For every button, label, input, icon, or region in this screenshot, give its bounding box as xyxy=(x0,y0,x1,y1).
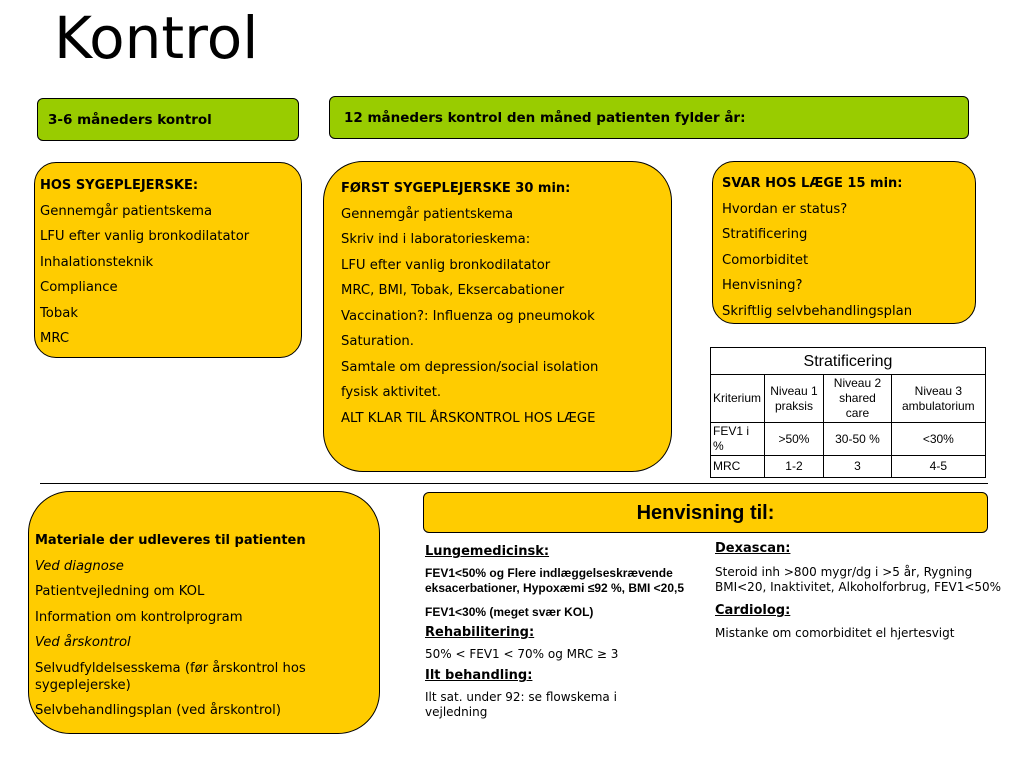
dexascan-criteria: Steroid inh >800 mygr/dg i >5 år, Rygning BMI<20, Inaktivitet, Alkoholforbrug, FEV1<50% xyxy=(715,565,1002,594)
referral-right xyxy=(715,541,1005,641)
table-cell: <30% xyxy=(891,423,985,456)
list-item: Information om kontrolprogram xyxy=(35,609,243,625)
table-cell: 4-5 xyxy=(891,456,985,478)
list-item: Ved diagnose xyxy=(35,558,124,574)
stratification-title: Stratificering xyxy=(711,348,986,375)
table-header-cell: Niveau 3 ambulatorium xyxy=(891,375,985,423)
list-item: Compliance xyxy=(40,280,118,295)
list-item: Stratificering xyxy=(722,227,808,242)
table-cell: 30-50 % xyxy=(824,423,891,456)
header-12-month-label: 12 måneders kontrol den måned patienten fylder år: xyxy=(344,110,746,126)
list-item: MRC xyxy=(40,331,70,346)
patient-material-box xyxy=(28,491,380,734)
list-item: Inhalationsteknik xyxy=(40,254,154,270)
ilt-criteria: Ilt sat. under 92: se flowskema i vejledning xyxy=(425,690,617,719)
referral-header xyxy=(423,492,988,533)
list-item: fysisk aktivitet. xyxy=(341,385,442,400)
nurse-3-6-heading: HOS SYGEPLEJERSKE: xyxy=(40,178,199,193)
list-item: LFU efter vanlig bronkodilatator xyxy=(40,229,250,244)
header-3-6-month xyxy=(37,98,299,141)
table-cell: MRC xyxy=(711,456,765,478)
table-cell: 1-2 xyxy=(764,456,824,478)
page-title: Kontrol xyxy=(54,4,259,72)
rehabilitering-heading: Rehabilitering: xyxy=(425,625,535,640)
list-item: Gennemgår patientskema xyxy=(341,206,514,222)
table-header-cell: Niveau 2 shared care xyxy=(824,375,891,423)
divider xyxy=(40,483,988,484)
table-row xyxy=(711,456,986,478)
list-item: Selvudfyldelsesskema (før årskontrol hos sygeplejerske) xyxy=(35,660,306,693)
doctor-box xyxy=(712,161,976,324)
stratification-table-wrap xyxy=(710,347,986,478)
stratification-table xyxy=(710,347,986,478)
table-header-cell: Kriterium xyxy=(711,375,765,423)
list-item: Skriv ind i laboratorieskema: xyxy=(341,232,531,247)
list-item: Vaccination?: Influenza og pneumokok xyxy=(341,308,595,324)
cardiolog-heading: Cardiolog: xyxy=(715,603,791,618)
list-item: Gennemgår patientskema xyxy=(40,203,213,219)
list-item: Comorbiditet xyxy=(722,252,809,268)
list-item: Hvordan er status? xyxy=(722,201,848,217)
list-item: Henvisning? xyxy=(722,278,803,293)
patient-material-heading: Materiale der udleveres til patienten xyxy=(35,533,306,548)
referral-title: Henvisning til: xyxy=(636,502,775,524)
table-cell: >50% xyxy=(764,423,824,456)
list-item: Samtale om depression/social isolation xyxy=(341,359,599,375)
ilt-heading: Ilt behandling: xyxy=(425,668,533,683)
cardiolog-criteria: Mistanke om comorbiditet el hjertesvigt xyxy=(715,626,955,640)
list-item: Patientvejledning om KOL xyxy=(35,584,205,599)
lungemedicinsk-heading: Lungemedicinsk: xyxy=(425,544,550,559)
lungemedicinsk-criteria-2: FEV1<30% (meget svær KOL) xyxy=(425,605,594,619)
table-cell: 3 xyxy=(824,456,891,478)
header-3-6-month-label: 3-6 måneders kontrol xyxy=(48,112,212,128)
referral-left xyxy=(425,544,690,720)
nurse-annual-heading: FØRST SYGEPLEJERSKE 30 min: xyxy=(341,181,571,196)
nurse-annual-box xyxy=(323,161,672,472)
list-item: ALT KLAR TIL ÅRSKONTROL HOS LÆGE xyxy=(341,410,596,426)
nurse-3-6-box xyxy=(34,162,302,358)
table-cell: FEV1 i % xyxy=(711,423,765,456)
dexascan-heading: Dexascan: xyxy=(715,541,791,556)
list-item: Saturation. xyxy=(341,334,414,349)
header-12-month xyxy=(329,96,969,139)
list-item: Tobak xyxy=(40,305,78,321)
doctor-heading: SVAR HOS LÆGE 15 min: xyxy=(722,176,903,191)
table-row xyxy=(711,423,986,456)
list-item: MRC, BMI, Tobak, Eksercabationer xyxy=(341,283,565,298)
lungemedicinsk-criteria: FEV1<50% og Flere indlæggelseskrævende eksacerbationer, Hypoxæmi ≤92 %, BMI <20,5 xyxy=(425,566,685,595)
list-item: LFU efter vanlig bronkodilatator xyxy=(341,257,551,273)
rehabilitering-criteria: 50% < FEV1 < 70% og MRC ≥ 3 xyxy=(425,647,619,661)
list-item: Ved årskontrol xyxy=(35,635,131,650)
list-item: Selvbehandlingsplan (ved årskontrol) xyxy=(35,702,281,718)
list-item: Skriftlig selvbehandlingsplan xyxy=(722,303,913,319)
table-header-cell: Niveau 1 praksis xyxy=(764,375,824,423)
